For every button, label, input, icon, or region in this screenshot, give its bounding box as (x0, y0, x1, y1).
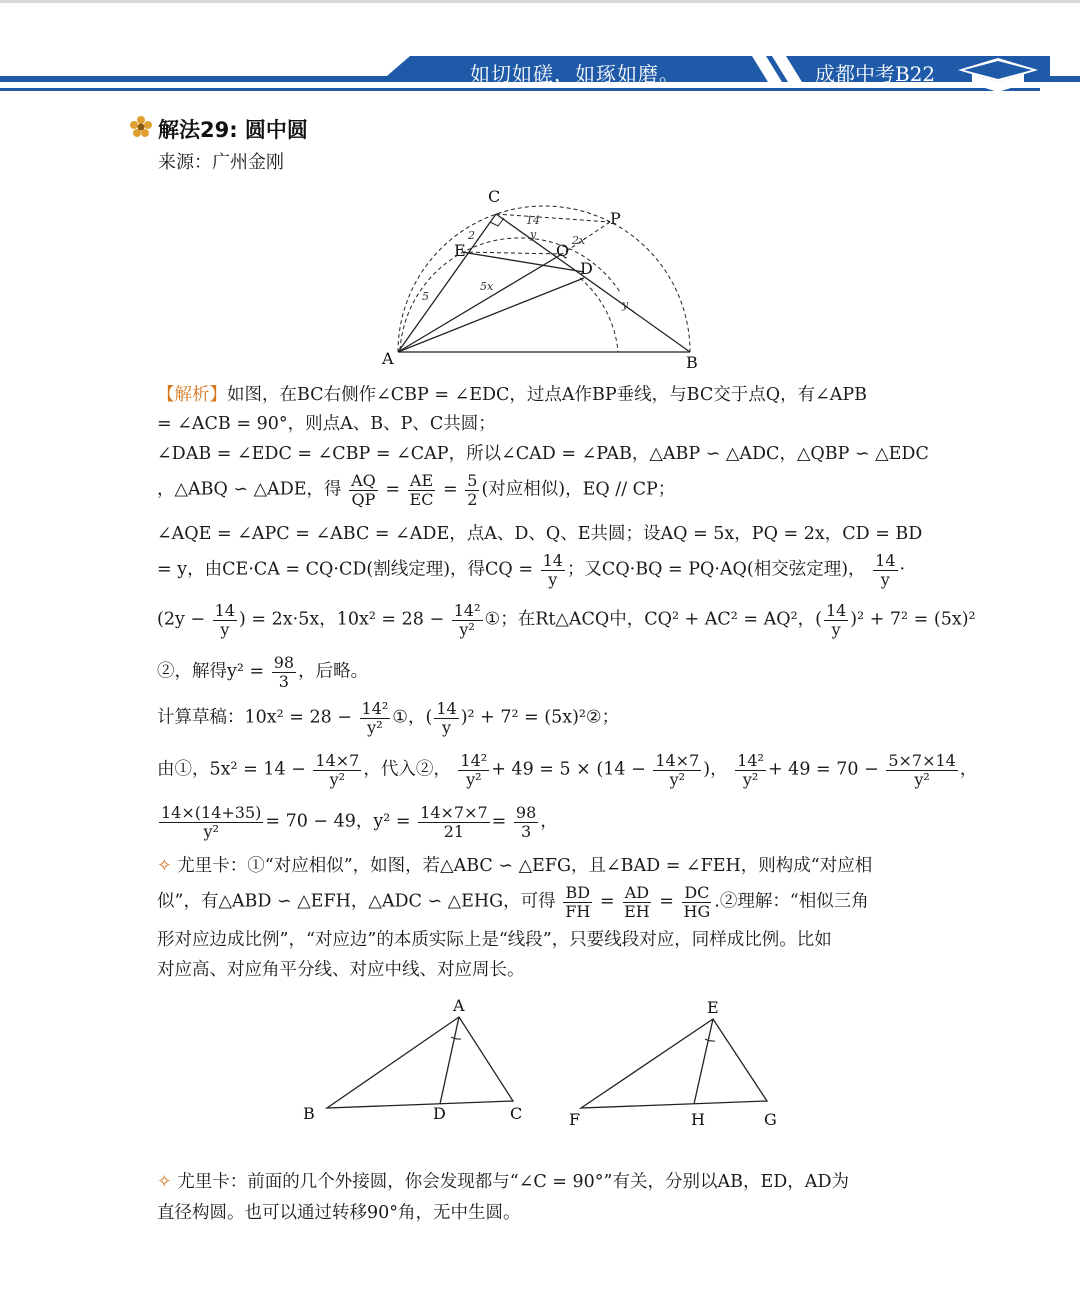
fraction-142-y2: $\frac{\text{14²}}{\text{y²}}$ (453, 601, 481, 639)
analysis-tag: 【解析】 (157, 385, 227, 405)
seg-label-2x: 2x (572, 234, 586, 247)
fraction-14-y-d: $\frac{14}{y}$ (825, 601, 847, 639)
analysis-line-3: ∠DAB = ∠EDC = ∠CBP = ∠CAP，所以∠CAD = ∠PAB，△ABP ∽ △ADC，△QBP ∽ △EDC (157, 444, 929, 464)
seg-label-5x: 5x (480, 280, 494, 293)
fraction-14-y-c: $\frac{14}{y}$ (214, 601, 236, 639)
draft-line-2: 由①，5x² = 14 − $\frac{14\times 7}{\text{y²}}$ ，代入②， $\frac{\text{14²}}{\text{y²}}$ + 49 = 5 × (14 − $\frac{14\times 7}{\text{y²}}$ )， $\frac{\text{14²}}{\text{y²}}$ + 49 = 70 − $\frac{5\times 7\times 14}{\text{y²}}$ ， (157, 751, 978, 789)
fig2-label-c: C (510, 1104, 523, 1123)
sparkle-icon: ✧ (157, 856, 172, 876)
label-e: E (454, 241, 466, 260)
flower-icon (128, 114, 154, 140)
analysis-line-7: (2y − $\frac{14}{y}$ ) = 2x·5x，10x² = 28 − $\frac{\text{14²}}{\text{y²}}$ ①；在Rt△ACQ中，CQ² + AC² = AQ²，( $\frac{14}{y}$ )² + 7² = (5x)² (157, 601, 976, 639)
label-q: Q (556, 241, 570, 260)
seg-label-14: 14 (526, 214, 540, 227)
fraction-98-3: $\frac{98}{3}$ (273, 653, 295, 691)
analysis-line-6: = y，由CE·CA = CQ·CD(割线定理)，得CQ = $\frac{14}{y}$ ；又CQ·BQ = PQ·AQ(相交弦定理)， $\frac{14}{y}$ · (157, 551, 906, 589)
analysis-line-4: ，△ABQ ∽ △ADE，得 $\frac{AQ}{QP}$ = $\frac{AE}{EC}$ = $\frac{5}{2}$ (对应相似)，EQ // CP； (157, 471, 676, 509)
fraction-14-y: $\frac{14}{y}$ (542, 551, 563, 589)
seg-label-y: y (622, 298, 629, 311)
draft-line-1: 计算草稿：10x² = 28 − $\frac{\text{14²}}{\text{y²}}$ ①，( $\frac{14}{y}$ )² + 7² = (5x)²②； (157, 699, 620, 737)
top-border (0, 0, 1080, 3)
analysis-line-8: ②，解得y² = $\frac{98}{3}$ ，后略。 (157, 653, 369, 691)
seg-label-over-y: y (530, 228, 537, 241)
tip1-line-4: 对应高、对应角平分线、对应中线、对应周长。 (157, 960, 525, 980)
label-a: A (382, 349, 394, 368)
fig2-label-a: A (453, 996, 465, 1015)
fig2-label-e: E (707, 998, 719, 1017)
figure-similar-triangles (295, 995, 795, 1135)
fig2-label-d: D (433, 1104, 446, 1123)
analysis-line-1: 【解析】如图，在BC右侧作∠CBP = ∠EDC，过点A作BP垂线，与BC交于点Q，有∠APB (157, 385, 868, 405)
fraction-aq-qp: $\frac{AQ}{QP}$ (351, 471, 376, 509)
tip1-line-2: 似”，有△ABD ∽ △EFH，△ADC ∽ △EHG，可得 $\frac{BD}{FH}$ = $\frac{AD}{EH}$ = $\frac{DC}{HG}$ .②理解：“相似三角 (157, 883, 869, 921)
draft-line-3: $\frac{14\times(14+35)}{\text{y²}}$ = 70 − 49，y² = $\frac{14\times 7\times 7}{21}$ = $\frac{98}{3}$ ， (161, 803, 558, 841)
label-b: B (686, 353, 698, 372)
tip1-line-1: ✧ 尤里卡：①“对应相似”，如图，若△ABC ∽ △EFG，且∠BAD = ∠FEH，则构成“对应相 (157, 856, 873, 876)
analysis-line-2: = ∠ACB = 90°，则点A、B、P、C共圆； (157, 414, 496, 434)
fig2-label-b: B (303, 1104, 315, 1123)
label-c: C (488, 187, 501, 206)
section-source: 来源：广州金刚 (158, 152, 284, 173)
header-motto: 如切如磋，如琢如磨。 (470, 62, 680, 86)
header-series: 成都中考B22 (815, 62, 936, 86)
fig2-label-h: H (691, 1110, 705, 1129)
fig2-label-f: F (569, 1110, 581, 1129)
tip1-line-3: 形对应边成比例”，“对应边”的本质实际上是“线段”，只要线段对应，同样成比例。比如 (157, 930, 832, 950)
seg-label-2: 2 (468, 229, 475, 242)
fraction-14-y-b: $\frac{14}{y}$ (875, 551, 896, 589)
tip2-line-1: ✧ 尤里卡：前面的几个外接圆，你会发现都与“∠C = 90°”有关，分别以AB，ED，AD为 (157, 1172, 849, 1192)
label-d: D (580, 259, 593, 278)
fraction-ae-ec: $\frac{AE}{EC}$ (409, 471, 434, 509)
section-title: 解法29: 圆中圆 (158, 118, 308, 142)
figure-circle-in-circle (370, 182, 710, 372)
fraction-5-2: $\frac{5}{2}$ (467, 471, 478, 509)
analysis-line-5: ∠AQE = ∠APC = ∠ABC = ∠ADE，点A、D、Q、E共圆；设AQ = 5x，PQ = 2x，CD = BD (157, 524, 923, 544)
label-p: P (610, 209, 621, 228)
tip2-line-2: 直径构圆。也可以通过转移90°角，无中生圆。 (157, 1203, 521, 1223)
seg-label-5: 5 (422, 290, 429, 303)
sparkle-icon: ✧ (157, 1172, 172, 1192)
fig2-label-g: G (764, 1110, 777, 1129)
